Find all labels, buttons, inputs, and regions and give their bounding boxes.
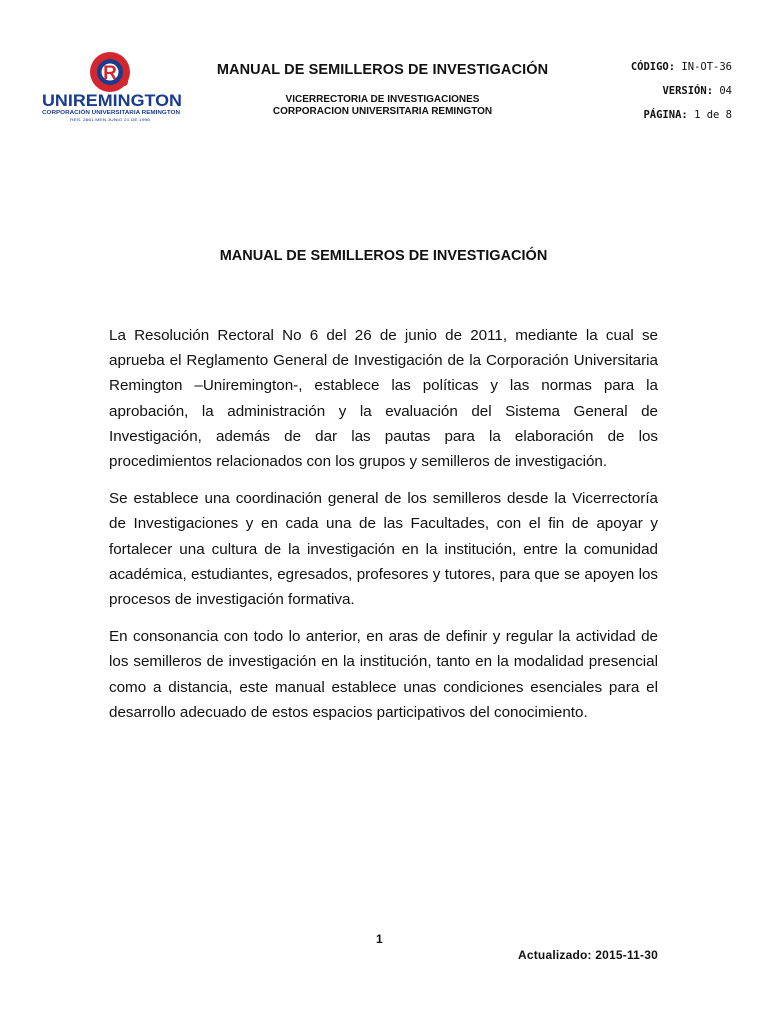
header-subtitle-line1: VICERRECTORIA DE INVESTIGACIONES [285, 94, 480, 105]
code-label: CÓDIGO: [630, 61, 676, 73]
paragraph: Se establece una coordinación general de los semilleros desde la Vicerrectoría de Investigaciones y en cada una de las Facultades, con el fin de apoyar y fortalecer una cultura de la investigación en la institución, entre la comunidad académica, estudiantes, egresados, profesores y tutores, para que se apoyen los procesos de investigación formativa. [109, 490, 658, 609]
page-value: 1 de 8 [694, 109, 732, 121]
uniremington-logo [40, 50, 188, 124]
page-label: PÁGINA: [643, 109, 688, 121]
version-label: VERSIÓN: [662, 85, 714, 97]
header-subtitle-line2: CORPORACION UNIVERSITARIA REMINGTON [272, 105, 493, 117]
code-row [572, 60, 732, 84]
logo-wordmark: UNIREMINGTON [42, 92, 182, 110]
page-number: 1 [376, 932, 383, 946]
paragraph: La Resolución Rectoral No 6 del 26 de junio de 2011, mediante la cual se aprueba el Reglamento General de Investigación de la Corporación Universitaria Remington –Uniremington-, establece las políticas y las normas para la aprobación, la administración y la evaluación del Sistema General de Investigación, además de dar las pautas para la elaboración de los procedimientos relacionados con los grupos y semilleros de investigación. [109, 327, 658, 471]
logo-letter: R [103, 63, 117, 84]
version-row [572, 84, 732, 108]
logo-registration: RES. 2661 MEN JUNIO 21 DE 1996 [70, 117, 151, 122]
updated-date: Actualizado: 2015-11-30 [518, 948, 658, 962]
header-title: MANUAL DE SEMILLEROS DE INVESTIGACIÓN [216, 62, 549, 78]
code-value: IN-OT-36 [681, 61, 732, 73]
document-meta [572, 60, 732, 132]
logo-subtitle: CORPORACIÓN UNIVERSITARIA REMINGTON [42, 110, 165, 116]
page-row [572, 108, 732, 132]
document-title: MANUAL DE SEMILLEROS DE INVESTIGACIÓN [219, 248, 548, 264]
version-value: 04 [719, 85, 732, 97]
header-subtitle [210, 94, 555, 117]
paragraph: En consonancia con todo lo anterior, en aras de definir y regular la actividad de los semilleros de investigación en la institución, tanto en la modalidad presencial como a distancia, este manual establece unas condiciones esenciales para el desarrollo adecuado de estos espacios participativos del conocimiento. [109, 628, 658, 721]
document-body [109, 323, 658, 737]
